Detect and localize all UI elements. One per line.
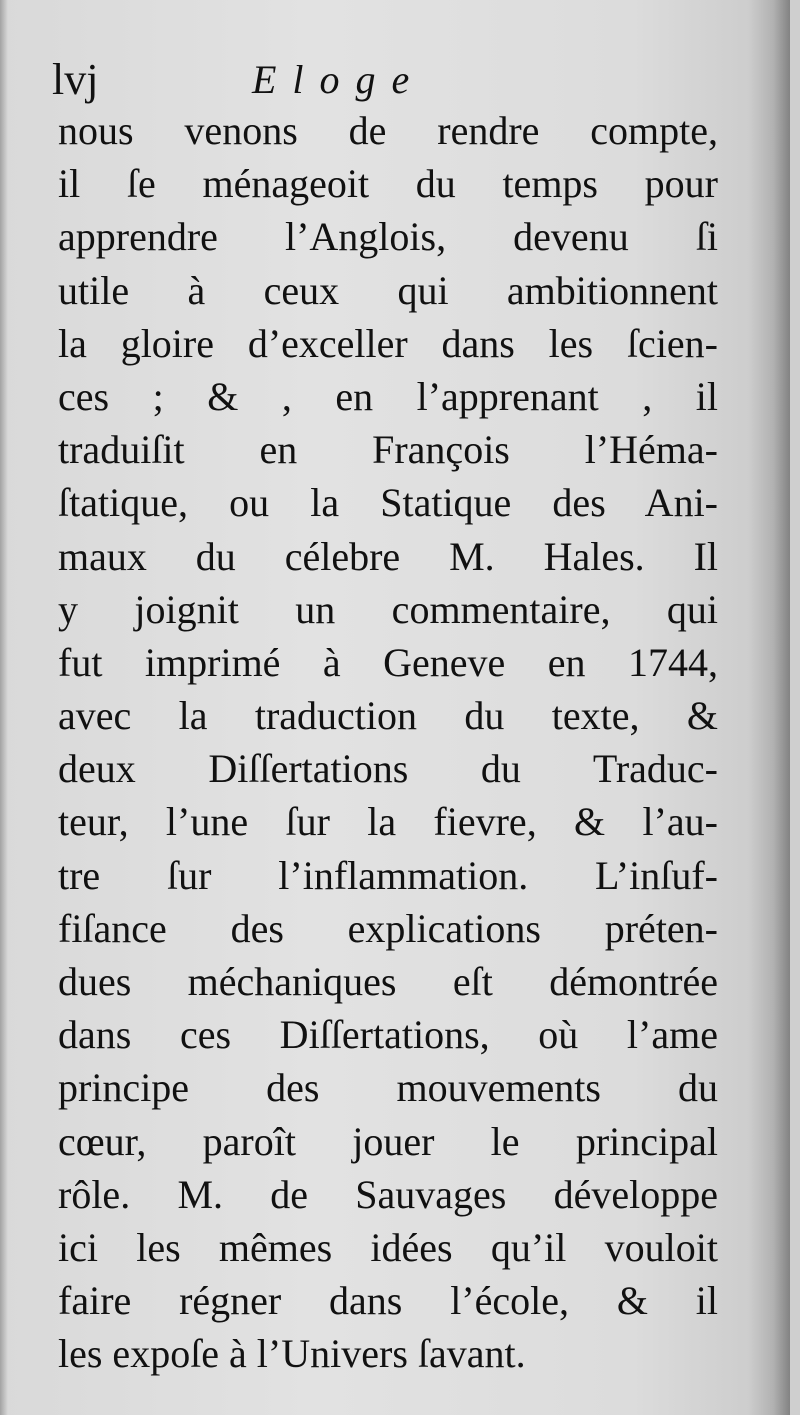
text-line: deux Diſſertations du Traduc- bbox=[58, 746, 718, 792]
text-line: nous venons de rendre compte, bbox=[58, 108, 718, 153]
text-line: ſtatique, ou la Statique des Ani- bbox=[58, 480, 718, 526]
text-line: cœur, paroît jouer le principal bbox=[58, 1118, 718, 1164]
text-line: faire régner dans l’école, & il bbox=[58, 1278, 718, 1324]
page-header bbox=[52, 50, 712, 110]
text-line: dans ces Diſſertations, où l’ame bbox=[58, 1012, 718, 1058]
page-number: lvj bbox=[52, 55, 99, 104]
text-line: apprendre l’Anglois, devenu ſi bbox=[58, 214, 718, 260]
text-line-last: les expoſe à l’Univers ſavant. bbox=[58, 1331, 526, 1377]
text-line: utile à ceux qui ambitionnent bbox=[58, 267, 718, 313]
body-text bbox=[58, 104, 718, 1381]
text-line: maux du célebre M. Hales. Il bbox=[58, 533, 718, 579]
text-line: ici les mêmes idées qu’il vouloit bbox=[58, 1224, 718, 1270]
text-line: avec la traduction du texte, & bbox=[58, 693, 718, 739]
text-line: traduiſit en François l’Héma- bbox=[58, 427, 718, 473]
text-line: ces ; & , en l’apprenant , il bbox=[58, 373, 718, 419]
text-line: rôle. M. de Sauvages développe bbox=[58, 1171, 718, 1217]
text-line: tre ſur l’inflammation. L’inſuf- bbox=[58, 852, 718, 898]
text-line: il ſe ménageoit du temps pour bbox=[58, 161, 718, 207]
page-left-edge-shadow bbox=[0, 0, 8, 1415]
page-gutter-shadow bbox=[748, 0, 790, 1415]
running-head: Eloge bbox=[252, 57, 426, 102]
text-line: teur, l’une ſur la fievre, & l’au- bbox=[58, 799, 718, 845]
text-line: la gloire d’exceller dans les ſcien- bbox=[58, 320, 718, 366]
text-line: y joignit un commentaire, qui bbox=[58, 586, 718, 632]
text-line: fiſance des explications préten- bbox=[58, 905, 718, 951]
text-line: dues méchaniques eſt démontrée bbox=[58, 959, 718, 1004]
text-line: principe des mouvements du bbox=[58, 1065, 718, 1111]
text-line: fut imprimé à Geneve en 1744, bbox=[58, 639, 718, 685]
